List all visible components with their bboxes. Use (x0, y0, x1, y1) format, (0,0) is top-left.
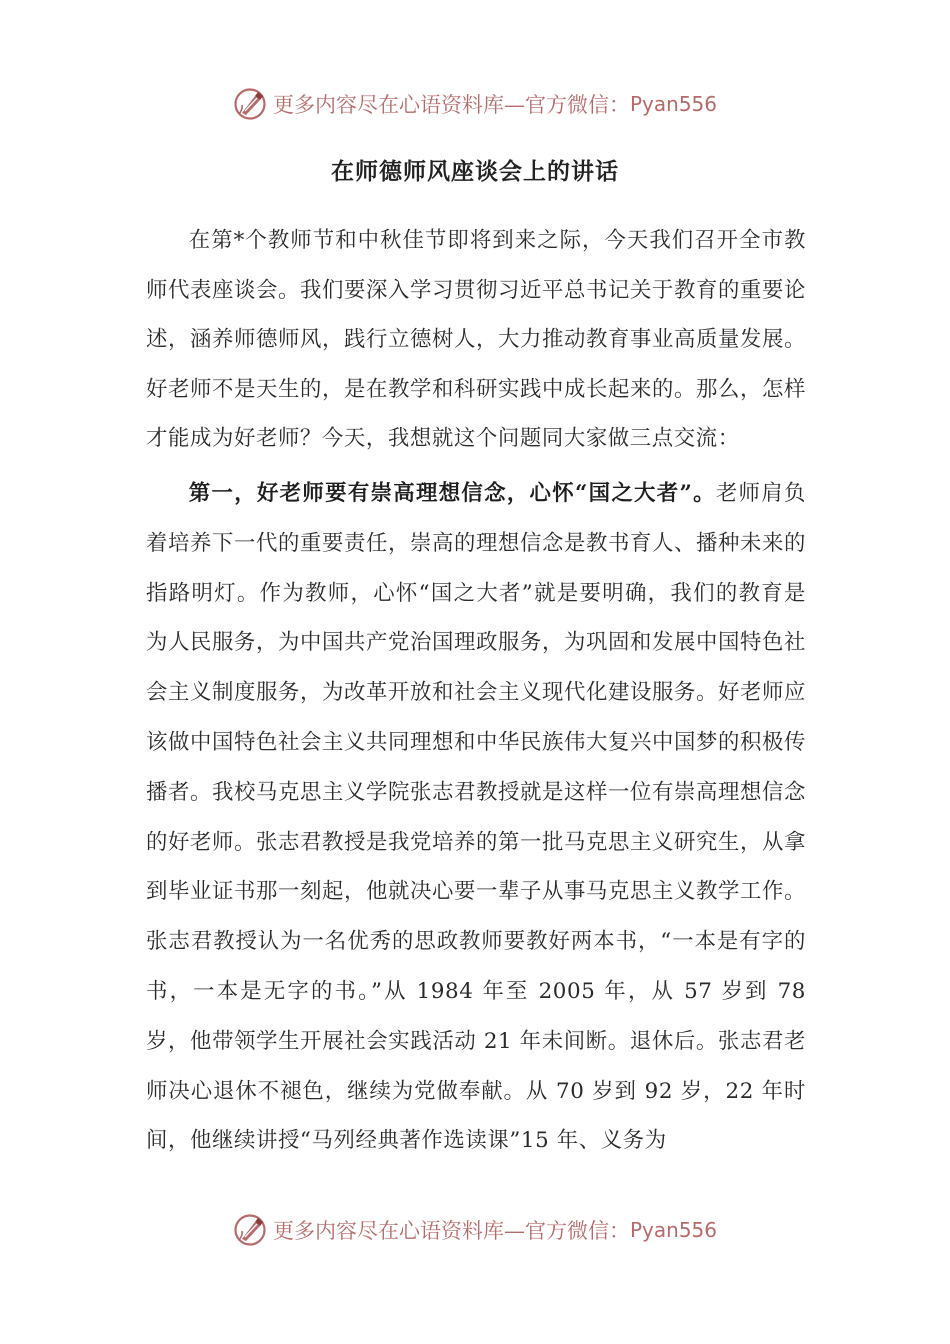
banner-brand-text: 更多内容尽在心语资料库—官方微信： (272, 93, 630, 117)
pen-nib-logo-icon (233, 1213, 267, 1247)
banner-wechat-id: Pyan556 (629, 92, 717, 116)
paragraph-lead-heading: 第一，好老师要有崇高理想信念，心怀“国之大者”。 (188, 481, 716, 506)
pen-nib-logo-icon (233, 87, 267, 121)
paragraph-first-point (146, 469, 806, 1166)
document-title: 在师德师风座谈会上的讲话 (331, 158, 619, 185)
header-banner[interactable] (0, 84, 950, 124)
footer-banner[interactable] (0, 1210, 950, 1250)
paragraph-intro: 在第*个教师节和中秋佳节即将到来之际，今天我们召开全市教师代表座谈会。我们要深入学习贯彻习近平总书记关于教育的重要论述，涵养师德师风，践行立德树人，大力推动教育事业高质量发展。好老师不是天生的，是在教学和科研实践中成长起来的。那么，怎样才能成为好老师？今天，我想就这个问题同大家做三点交流： (146, 228, 806, 452)
paragraph-body-text: 老师肩负着培养下一代的重要责任，崇高的理想信念是教书育人、播种未来的指路明灯。作为教师，心怀“国之大者”就是要明确，我们的教育是为人民服务，为中国共产党治国理政服务，为巩固和发展中国特色社会主义制度服务，为改革开放和社会主义现代化建设服务。好老师应该做中国特色社会主义共同理想和中华民族伟大复兴中国梦的积极传播者。我校马克思主义学院张志君教授就是这样一位有崇高理想信念的好老师。张志君教授是我党培养的第一批马克思主义研究生，从拿到毕业证书那一刻起，他就决心要一辈子从事马克思主义教学工作。张志君教授认为一名优秀的思政教师要教好两本书，“一本是有字的书，一本是无字的书。”从 1984 年至 2005 年，从 57 岁到 78 岁，他带领学生开展社会实践活动 21 年未间断。退休后。张志君老师决心退休不褪色，继续为党做奉献。从 70 岁到 92 岁，22 年时间，他继续讲授“马列经典著作选读课”15 年、义务为 (146, 481, 806, 1154)
banner-wechat-id: Pyan556 (629, 1218, 717, 1242)
banner-brand-text: 更多内容尽在心语资料库—官方微信： (272, 1219, 630, 1243)
